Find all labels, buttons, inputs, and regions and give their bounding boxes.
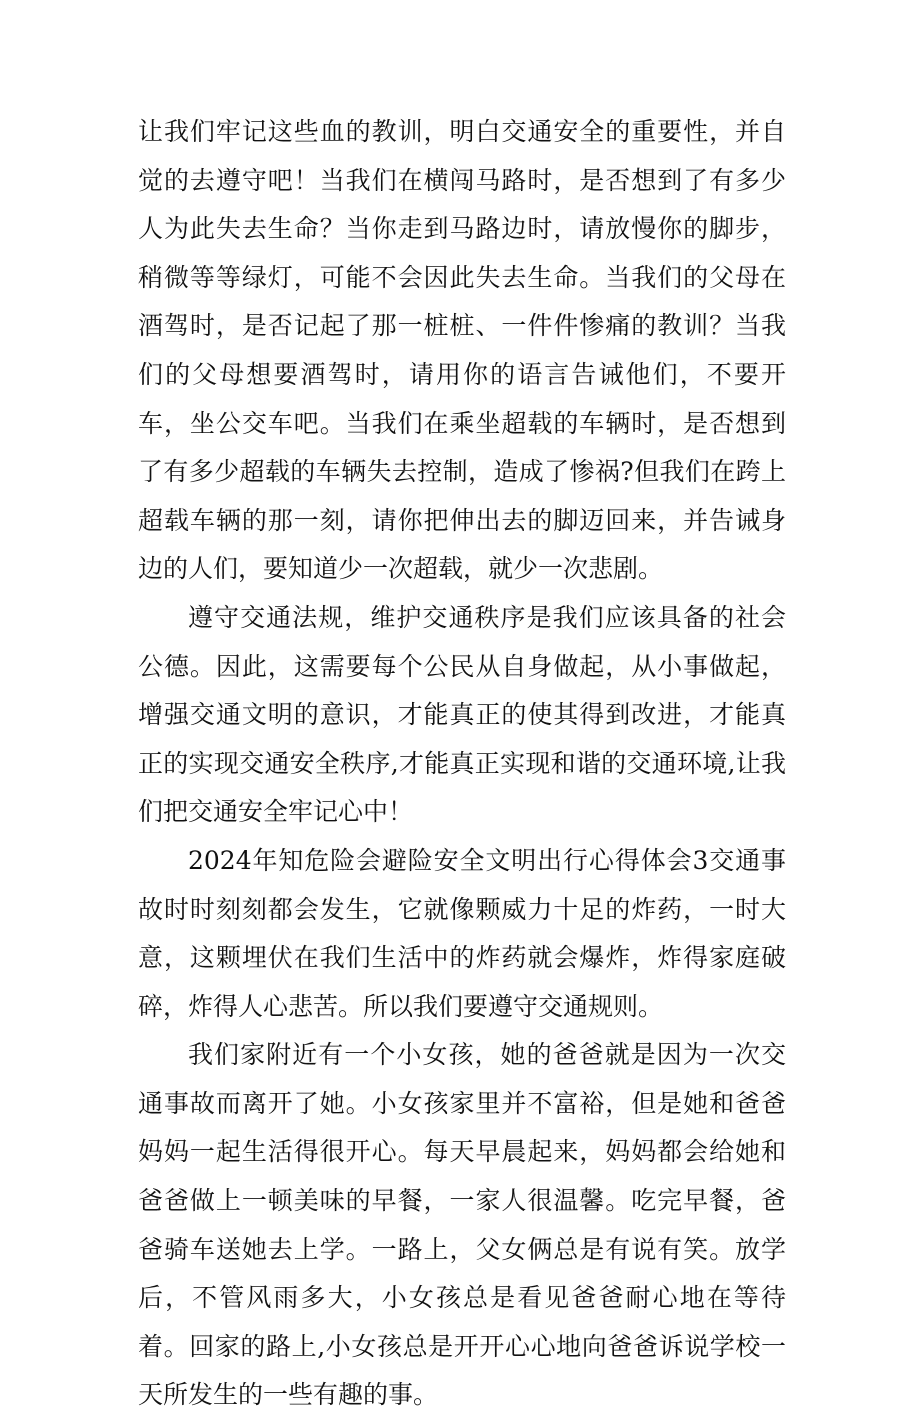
paragraph-4: 我们家附近有一个小女孩，她的爸爸就是因为一次交通事故而离开了她。小女孩家里并不富裕，但是她和爸爸妈妈一起生活得很开心。每天早晨起来，妈妈都会给她和爸爸做上一顿美味的早餐，一家人很温馨。吃完早餐，爸爸骑车送她去上学。一路上，父女俩总是有说有笑。放学后，不管风雨多大，小女孩总是看见爸爸耐心地在等待着。回家的路上,小女孩总是开开心心地向爸爸诉说学校一天所发生的一些有趣的事。 [138, 1040, 786, 1410]
paragraph-1: 让我们牢记这些血的教训，明白交通安全的重要性，并自觉的去遵守吧！当我们在横闯马路时，是否想到了有多少人为此失去生命？当你走到马路边时，请放慢你的脚步，稍微等等绿灯，可能不会因此失去生命。当我们的父母在酒驾时，是否记起了那一桩桩、一件件惨痛的教训？当我们的父母想要酒驾时，请用你的语言告诫他们，不要开车，坐公交车吧。当我们在乘坐超载的车辆时，是否想到了有多少超载的车辆失去控制，造成了惨祸?但我们在跨上超载车辆的那一刻，请你把伸出去的脚迈回来，并告诫身边的人们，要知道少一次超载，就少一次悲剧。 [138, 117, 786, 584]
document-body [138, 108, 786, 1420]
paragraph-3: 2024年知危险会避险安全文明出行心得体会3交通事故时时刻刻都会发生，它就像颗威力十足的炸药，一时大意，这颗埋伏在我们生活中的炸药就会爆炸，炸得家庭破碎，炸得人心悲苦。所以我们要遵守交通规则。 [138, 845, 786, 1021]
paragraph-2: 遵守交通法规，维护交通秩序是我们应该具备的社会公德。因此，这需要每个公民从自身做起，从小事做起，增强交通文明的意识，才能真正的使其得到改进，才能真正的实现交通安全秩序,才能真正实现和谐的交通环境,让我们把交通安全牢记心中！ [138, 602, 786, 827]
